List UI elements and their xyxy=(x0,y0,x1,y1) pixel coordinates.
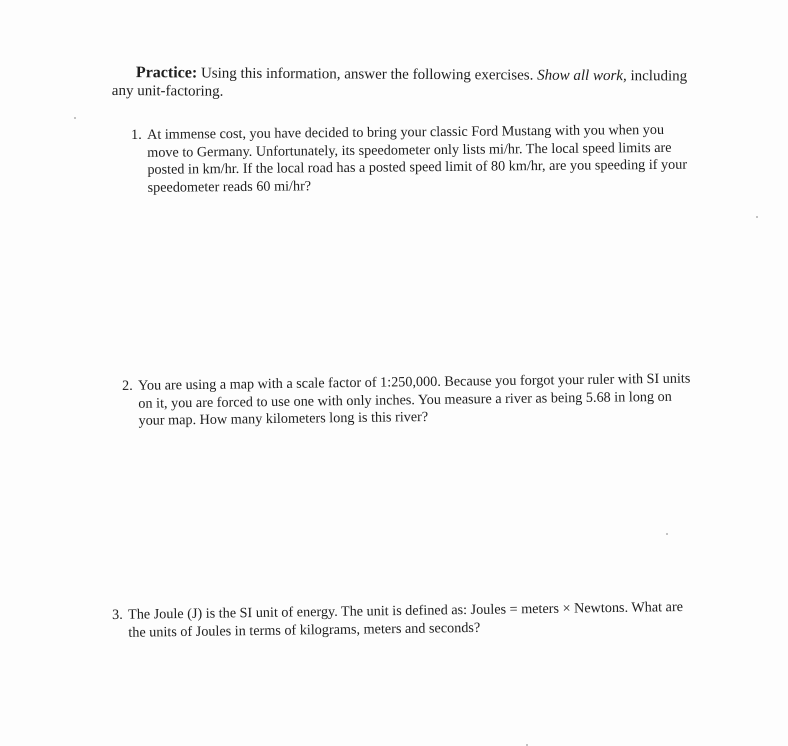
question-text: At immense cost, you have decided to bring your classic Ford Mustang with you when you move to Germany. Unfortunately, its speedometer only lists mi/hr. The local speed limits are posted in km/hr. If the local road has a posted speed limit of 80 km/hr, are you speeding if your speedometer reads 60 mi/hr? xyxy=(146,121,688,196)
scan-speck xyxy=(74,117,76,119)
question-3 xyxy=(112,599,702,642)
scan-speck xyxy=(666,533,668,535)
instructions-text-end: including any unit-factoring. xyxy=(111,68,688,100)
practice-instructions xyxy=(112,64,702,104)
question-2 xyxy=(122,371,693,431)
question-1 xyxy=(131,122,692,197)
instructions-emphasis: Show all work, xyxy=(537,67,627,85)
practice-label: Practice: xyxy=(135,64,198,82)
instructions-text: Using this information, answer the following exercises. xyxy=(200,65,534,84)
question-text: You are using a map with a scale factor of 1:250,000. Because you forgot your ruler with SI units on it, you are forced to use one with only inches. You measure a river as being 5.68 in long on your map. How many kilometers long is this river? xyxy=(137,370,691,429)
question-number: 1. xyxy=(131,126,142,143)
question-text: The Joule (J) is the SI unit of energy. The unit is defined as: Joules = meters × Newtons. What are the units of Joules in terms of kilograms, meters and seconds? xyxy=(127,599,684,641)
scan-speck xyxy=(756,216,758,218)
question-number: 2. xyxy=(122,377,133,394)
question-number: 3. xyxy=(112,606,123,623)
